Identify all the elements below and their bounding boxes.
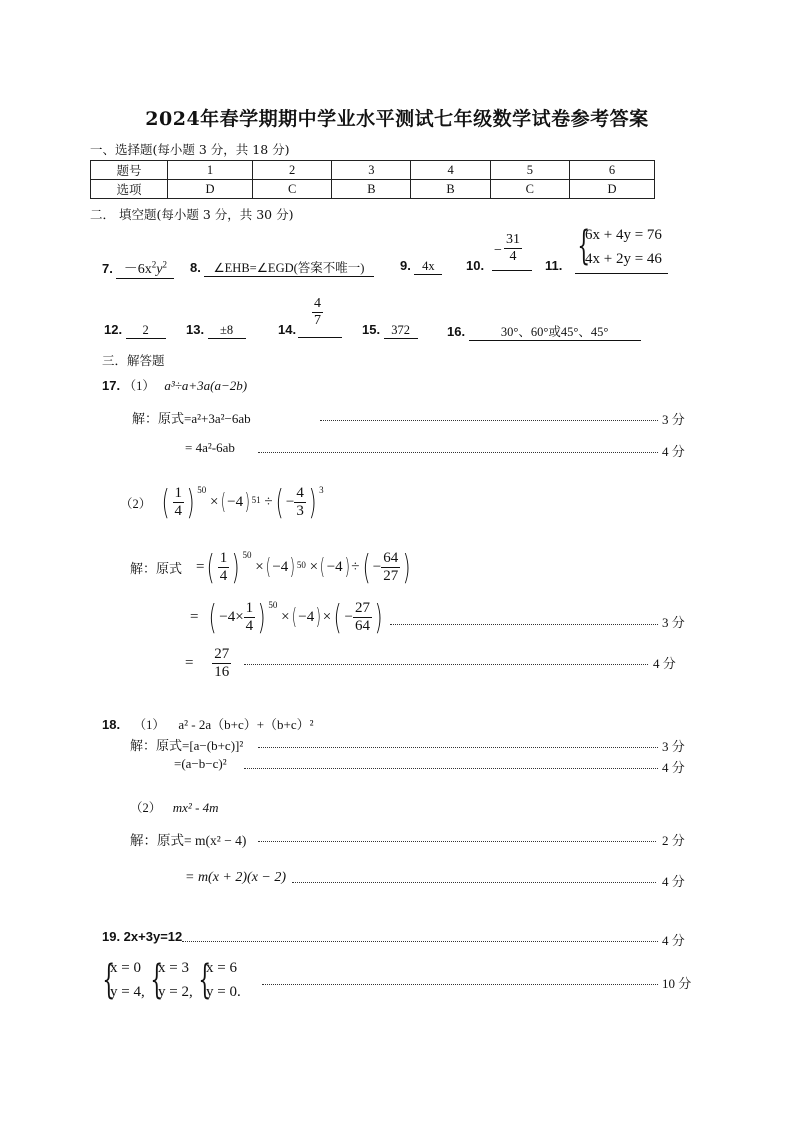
q14-numerator: 4 — [312, 296, 323, 313]
score: 2 分 — [662, 833, 685, 848]
q15-number: 15. — [362, 322, 381, 337]
table-cell: 选项 — [91, 180, 168, 199]
dotted-leader — [262, 984, 658, 985]
q10-label: 10. — [466, 258, 485, 273]
q19-line1: 19. 2x+3y=12 — [102, 929, 183, 944]
q7-var: y — [156, 262, 163, 277]
q7-exp2: 2 — [162, 259, 167, 270]
score: 4 分 — [662, 874, 685, 889]
q14-answer — [298, 296, 342, 338]
q17-p1-label: （1） — [123, 379, 155, 393]
q10-answer — [492, 232, 532, 271]
q16-answer: 30°、60°或45°、45° — [469, 322, 641, 341]
q11-answer — [575, 224, 668, 274]
q9-answer: 4x — [414, 259, 442, 275]
q17-p1-expr: a³÷a+3a(a−2b) — [164, 378, 248, 393]
score: 4 分 — [662, 444, 685, 459]
table-row — [91, 161, 655, 180]
dotted-leader — [292, 882, 656, 883]
table-cell: 3 — [332, 161, 411, 180]
q12-number: 12. — [104, 322, 123, 337]
q8-number: 8. — [190, 260, 201, 275]
q19-sol2-y: y = 2, — [158, 984, 193, 1000]
q17-part2-expr: （2） ( $\frac{1}{4}$ ) $^{50}$ × ( −4 ) 51 ÷ ( − $\frac{4}{3}$ ) $^3$ — [120, 482, 324, 523]
q18-p1-label: （1） — [133, 718, 165, 732]
q15 — [362, 322, 418, 339]
q13 — [186, 322, 246, 339]
table-cell: D — [168, 180, 253, 199]
brace-icon: { — [102, 957, 116, 1003]
q10-sign: − — [494, 243, 502, 258]
q14-denominator: 7 — [314, 313, 321, 329]
table-cell: B — [332, 180, 411, 199]
q18-p1-line2: =(a−b−c)² — [174, 756, 227, 771]
score: 3 分 — [662, 412, 685, 427]
paren-icon: ) — [186, 482, 195, 523]
q17-p2-label: （2） — [120, 496, 152, 511]
q16-number: 16. — [447, 324, 466, 339]
q19-sol1-y: y = 4, — [110, 984, 145, 1000]
q18-p1-line1: 解：原式=[a−(b+c)]² — [130, 738, 244, 753]
table-cell: 6 — [569, 161, 654, 180]
score: 3 分 — [662, 615, 685, 630]
table-cell: C — [490, 180, 569, 199]
table-row — [91, 180, 655, 199]
dotted-leader — [390, 624, 658, 625]
q9-number: 9. — [400, 258, 411, 273]
q18-p2-expr: mx² - 4m — [172, 800, 219, 815]
q17-p2-line2: = ( −4× $\frac{1}{4}$ ) $^{50}$ × ( −4 ) × ( − $\frac{27}{64}$ ) — [190, 597, 383, 638]
page-title: 2024年春学期期中学业水平测试七年级数学试卷参考答案 — [145, 108, 649, 130]
q17-p2-label1: 解：原式 — [130, 561, 183, 577]
q17-p2-line3: = $\frac{27}{16}$ — [185, 646, 230, 681]
q19-sol1-x: x = 0 — [110, 960, 141, 976]
q7-answer — [116, 258, 174, 279]
answer-table — [90, 160, 655, 199]
q8-answer: ∠EHB=∠EGD(答案不唯一) — [204, 258, 374, 277]
section-heading-fill: 二． 填空题(每小题 3 分，共 30 分) — [90, 207, 294, 222]
score: 10 分 — [662, 976, 692, 991]
brace-icon: { — [150, 957, 164, 1003]
paren-icon: ( — [275, 482, 284, 523]
q16 — [447, 322, 641, 341]
dotted-leader — [258, 452, 658, 453]
brace-icon: { — [198, 957, 212, 1003]
dotted-leader — [320, 420, 658, 421]
q14-label: 14. — [278, 322, 297, 337]
q14-number — [278, 322, 296, 339]
q12-answer: 2 — [126, 323, 166, 339]
q11-label: 11. — [545, 258, 563, 273]
q13-answer: ±8 — [208, 323, 246, 339]
q10-numerator: 31 — [504, 232, 522, 249]
q17-number: 17. — [102, 378, 121, 393]
dotted-leader — [258, 841, 656, 842]
table-cell: 5 — [490, 161, 569, 180]
section-heading-choice: 一、选择题(每小题 3 分，共 18 分) — [90, 142, 290, 157]
q13-number: 13. — [186, 322, 205, 337]
dotted-leader — [244, 768, 658, 769]
q19-sol2-x: x = 3 — [158, 960, 189, 976]
table-cell: 1 — [168, 161, 253, 180]
q10-denominator: 4 — [509, 249, 517, 265]
q18-part1-header — [102, 714, 314, 734]
dotted-leader — [182, 941, 658, 942]
q12 — [104, 322, 166, 339]
q17-p1-line1: 解：原式=a²+3a²−6ab — [132, 411, 251, 426]
brace-icon: { — [577, 223, 591, 269]
dotted-leader — [258, 747, 658, 748]
score: 3 分 — [662, 739, 685, 754]
q17-result-denominator: 16 — [214, 664, 230, 681]
table-cell: C — [253, 180, 332, 199]
q18-p2-line1: 解：原式= m(x² − 4) — [130, 833, 247, 848]
q14-fraction — [312, 296, 323, 329]
q18-p2-line2: = m(x + 2)(x − 2) — [185, 870, 287, 885]
q7-coef: －6x — [123, 262, 152, 277]
score: 4 分 — [662, 760, 685, 775]
q17-p1-line2: = 4a²-6ab — [185, 440, 235, 455]
q17-result-numerator: 27 — [212, 646, 231, 664]
q7-number: 7. — [102, 261, 113, 276]
score: 4 分 — [653, 656, 676, 671]
q11-eq1: 6x + 4y = 76 — [585, 227, 662, 243]
q11-eq2: 4x + 2y = 46 — [585, 251, 662, 267]
score: 4 分 — [662, 933, 685, 948]
dotted-leader — [244, 664, 648, 665]
q8 — [190, 258, 374, 277]
table-cell: B — [411, 180, 490, 199]
q18-p1-expr: a² - 2a（b+c）+（b+c）² — [178, 717, 314, 732]
table-cell: 题号 — [91, 161, 168, 180]
q10-number — [466, 258, 484, 275]
paren-icon: ( — [161, 482, 170, 523]
table-cell: 2 — [253, 161, 332, 180]
q19-sol3-y: y = 0. — [206, 984, 241, 1000]
q18-number: 18. — [102, 717, 121, 732]
q17-p2-line1: 解：原式 = ( $\frac{1}{4}$ ) $^{50}$ × ( −4 ) 50 × ( −4 ) ÷ ( − $\frac{64}{27}$ ) — [130, 547, 411, 588]
table-cell: D — [569, 180, 654, 199]
q15-answer: 372 — [384, 323, 418, 339]
section-heading-solve: 三．解答题 — [102, 353, 165, 368]
q17-part1-header — [102, 376, 247, 395]
q19-solutions — [102, 958, 262, 1006]
q18-p2-label: （2） — [130, 801, 162, 815]
q10-fraction — [504, 232, 522, 265]
q7 — [102, 258, 174, 279]
q9 — [400, 258, 442, 275]
q7-exp1: 2 — [151, 259, 157, 270]
table-cell: 4 — [411, 161, 490, 180]
q11-number — [545, 258, 562, 275]
q19-sol3-x: x = 6 — [206, 960, 237, 976]
q18-part2-header — [130, 798, 219, 817]
paren-icon: ) — [308, 482, 317, 523]
